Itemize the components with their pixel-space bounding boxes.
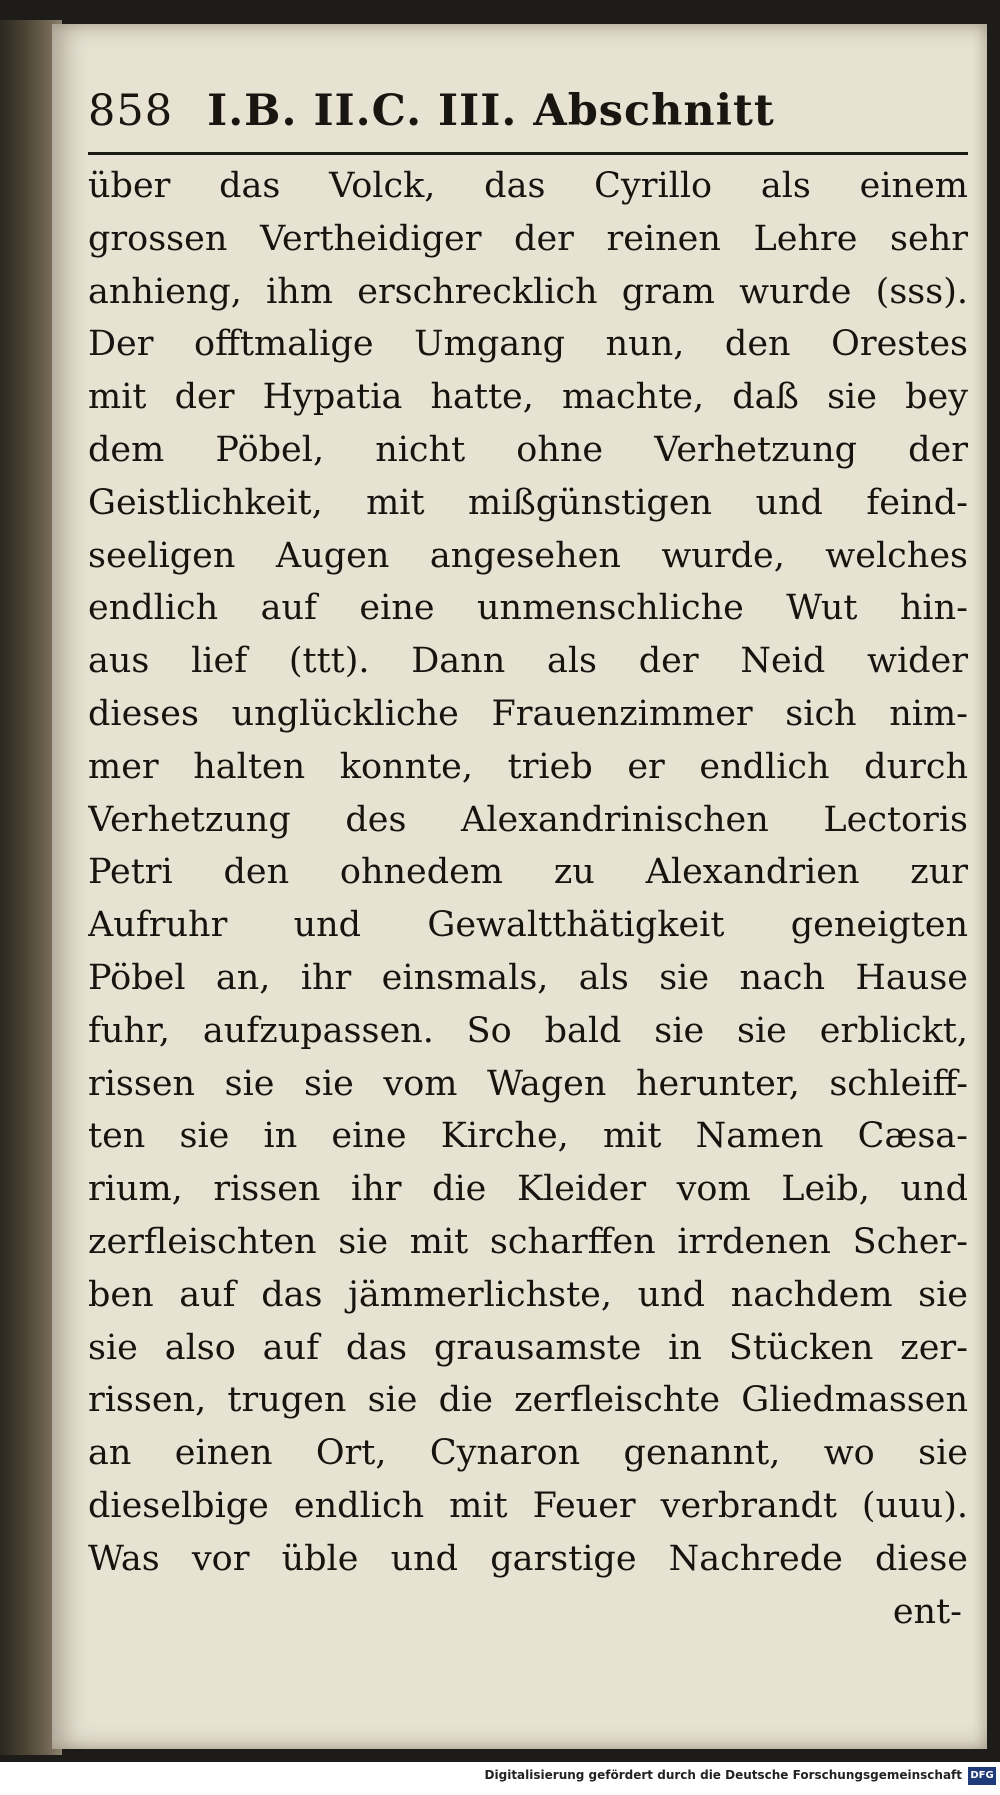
text-line: Geistlichkeit, mit mißgünstigen und feind-	[88, 482, 968, 523]
text-line: Verhetzung des Alexandrinischen Lectoris	[88, 799, 968, 840]
text-line: Aufruhr und Gewaltthätigkeit geneigten	[88, 905, 968, 946]
digitization-credit: Digitalisierung gefördert durch die Deutsche Forschungsgemeinschaft	[484, 1768, 962, 1782]
text-line: sie also auf das grausamste in Stücken zer-	[88, 1327, 968, 1368]
text-line: Der offtmalige Umgang nun, den Orestes	[88, 324, 968, 365]
text-line: seeligen Augen angesehen wurde, welches	[88, 535, 968, 576]
text-line: rissen sie sie vom Wagen herunter, schleiff-	[88, 1063, 968, 1104]
text-line: ben auf das jämmerlichste, und nachdem sie	[88, 1274, 968, 1315]
text-line: dem Pöbel, nicht ohne Verhetzung der	[88, 429, 968, 470]
text-line: Pöbel an, ihr einsmals, als sie nach Hause	[88, 957, 968, 998]
text-line: rissen, trugen sie die zerfleischte Gliedmassen	[88, 1380, 968, 1421]
page-number: 858	[88, 86, 174, 136]
text-line: über das Volck, das Cyrillo als einem	[88, 166, 968, 206]
running-head: I.B. II.C. III. Abschnitt	[207, 86, 775, 136]
text-line: Was vor üble und garstige Nachrede diese	[88, 1538, 968, 1579]
text-line: grossen Vertheidiger der reinen Lehre sehr	[88, 218, 968, 259]
header-rule	[88, 152, 968, 155]
text-body	[88, 160, 968, 1638]
text-line: zerfleischten sie mit scharffen irrdenen Scher-	[88, 1221, 968, 1262]
text-line: ten sie in eine Kirche, mit Namen Cæsa-	[88, 1116, 968, 1157]
page-header	[88, 86, 958, 146]
footer-bar	[0, 1762, 1000, 1795]
text-line: Petri den ohnedem zu Alexandrien zur	[88, 852, 968, 893]
text-line: fuhr, aufzupassen. So bald sie sie erblickt,	[88, 1010, 968, 1051]
text-line: an einen Ort, Cynaron genannt, wo sie	[88, 1433, 968, 1474]
text-line: dieselbige endlich mit Feuer verbrandt (uuu).	[88, 1485, 968, 1526]
text-line: endlich auf eine unmenschliche Wut hin-	[88, 588, 968, 629]
text-line: mit der Hypatia hatte, machte, daß sie bey	[88, 377, 968, 418]
text-line: dieses unglückliche Frauenzimmer sich nim-	[88, 693, 968, 734]
text-line: aus lief (ttt). Dann als der Neid wider	[88, 641, 968, 682]
catchword: ent-	[892, 1591, 962, 1632]
text-line: rium, rissen ihr die Kleider vom Leib, und	[88, 1169, 968, 1210]
dfg-logo: DFG	[968, 1767, 996, 1785]
text-line: anhieng, ihm erschrecklich gram wurde (sss).	[88, 271, 968, 312]
text-line: mer halten konnte, trieb er endlich durch	[88, 746, 968, 787]
